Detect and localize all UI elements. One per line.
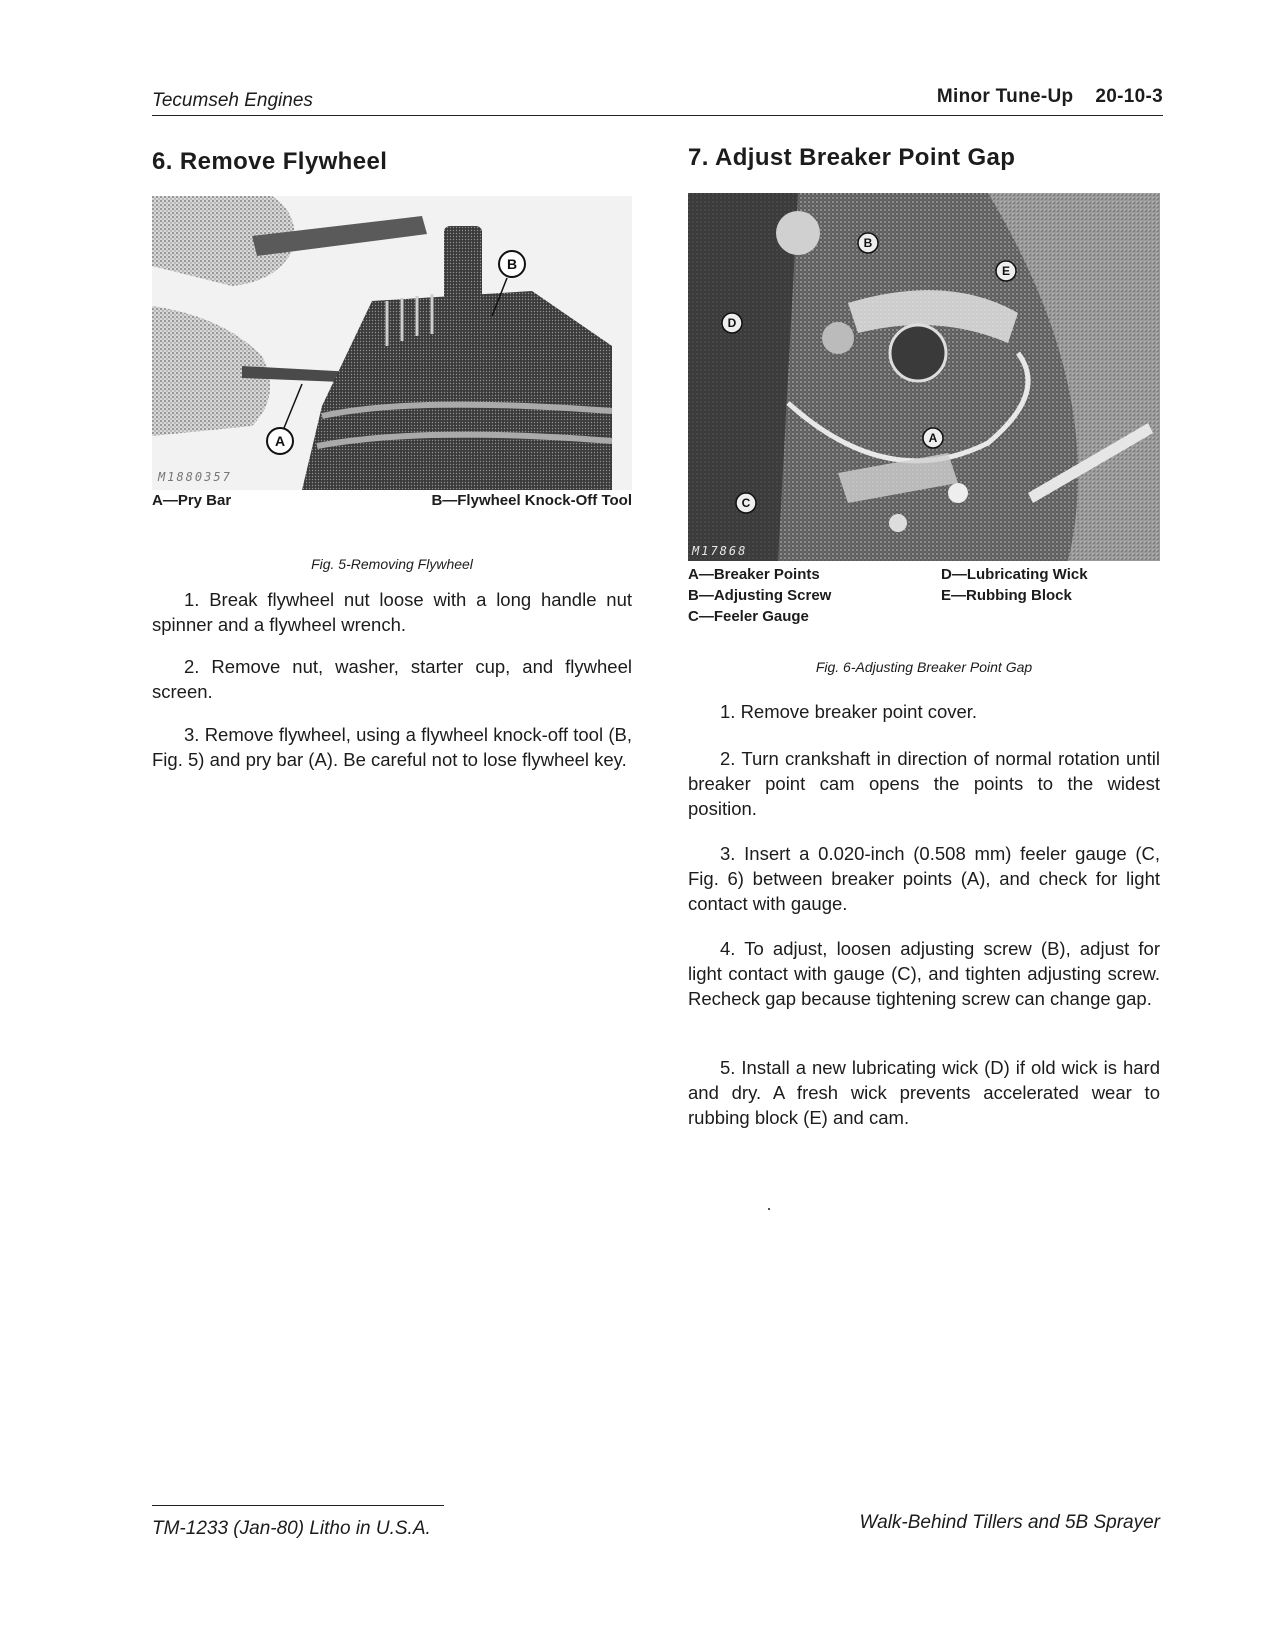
section-title-adjust-breaker-point-gap: 7. Adjust Breaker Point Gap	[688, 144, 1016, 171]
legend-item-rubbing-block: E—Rubbing Block	[941, 587, 1072, 604]
section-title-remove-flywheel: 6. Remove Flywheel	[152, 148, 388, 175]
running-header-title: Tecumseh Engines	[152, 90, 313, 111]
callout-b: B	[506, 256, 518, 272]
flywheel-removal-illustration	[152, 196, 632, 490]
callout-a: A	[274, 433, 286, 449]
footer-publication-code: TM-1233 (Jan-80) Litho in U.S.A.	[152, 1518, 431, 1539]
legend-item-breaker-points: A—Breaker Points	[688, 566, 820, 583]
page-number: 20-10-3	[1095, 86, 1163, 107]
breaker-point-illustration	[688, 193, 1160, 561]
figure-5-legend-b: B—Flywheel Knock-Off Tool	[431, 492, 632, 509]
figure-6-legend-col1	[688, 564, 831, 627]
scan-speck	[768, 1208, 770, 1210]
footer-manual-title: Walk-Behind Tillers and 5B Sprayer	[859, 1512, 1160, 1533]
footer-rule	[152, 1505, 444, 1506]
step-paragraph: 3. Insert a 0.020-inch (0.508 mm) feeler gauge (C, Fig. 6) between breaker points (A), and check for light contact with gauge.	[688, 843, 1160, 914]
callout-e: E	[1001, 264, 1011, 278]
callout-b: B	[863, 236, 873, 250]
legend-item-adjusting-screw: B—Adjusting Screw	[688, 587, 832, 604]
step-paragraph: 1. Break flywheel nut loose with a long handle nut spinner and a flywheel wrench.	[152, 589, 632, 635]
step-paragraph: 5. Install a new lubricating wick (D) if old wick is hard and dry. A fresh wick prevents accelerated wear to rubbing block (E) and cam.	[688, 1057, 1160, 1128]
header-rule	[152, 115, 1163, 116]
callout-d: D	[727, 316, 737, 330]
figure-5-photo	[152, 196, 632, 490]
figure-5-code: M1880357	[158, 470, 232, 484]
step-paragraph: 4. To adjust, loosen adjusting screw (B), adjust for light contact with gauge (C), and tighten adjusting screw. Recheck gap because tightening screw can change gap.	[688, 938, 1160, 1009]
callout-a: A	[928, 431, 938, 445]
step-paragraph: 2. Turn crankshaft in direction of normal rotation until breaker point cam opens the points to the widest position.	[688, 748, 1160, 819]
step-paragraph: 2. Remove nut, washer, starter cup, and flywheel screen.	[152, 656, 632, 702]
figure-5-legend-a: A—Pry Bar	[152, 492, 232, 509]
figure-6-code: M17868	[692, 544, 748, 558]
figure-6-caption: Fig. 6-Adjusting Breaker Point Gap	[815, 659, 1033, 675]
figure-6-photo	[688, 193, 1160, 561]
figure-5-caption: Fig. 5-Removing Flywheel	[311, 556, 473, 572]
running-header-section	[937, 86, 1163, 108]
step-paragraph: 1. Remove breaker point cover.	[720, 701, 978, 722]
legend-item-feeler-gauge: C—Feeler Gauge	[688, 608, 809, 625]
section-name: Minor Tune-Up	[936, 86, 1074, 107]
legend-item-lubricating-wick: D—Lubricating Wick	[941, 566, 1088, 583]
figure-6-legend-col2	[941, 564, 1088, 606]
callout-c: C	[741, 496, 751, 510]
step-paragraph: 3. Remove flywheel, using a flywheel knock-off tool (B, Fig. 5) and pry bar (A). Be careful not to lose flywheel key.	[152, 724, 632, 770]
